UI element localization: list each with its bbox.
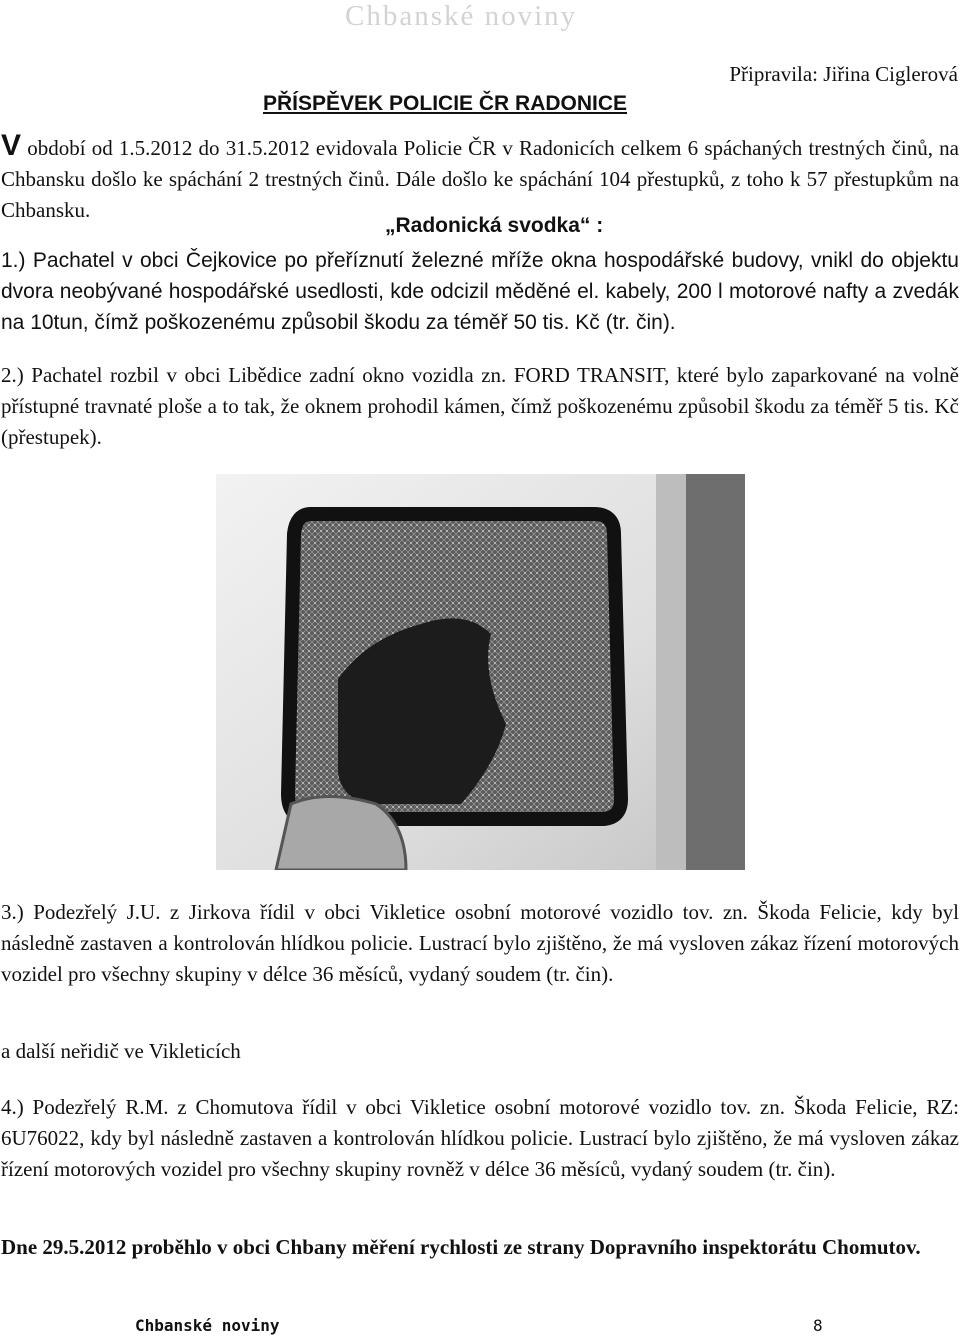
page-number: 8 [813,1316,823,1335]
masthead: Chbanské noviny [345,0,578,32]
drop-cap: V [1,129,22,162]
item-1: 1.) Pachatel v obci Čejkovice po přeříznutí železné mříže okna hospodářské budovy, vnikl do objektu dvora neobývané hospodářské usedlosti, kde odcizil měděné el. kabely, 200 l motorové nafty a zvedák na 10tun, čímž poškozenému způsobil škodu za téměř 50 tis. Kč (tr. čin). [1,249,959,334]
intro-paragraph [1,130,959,226]
article-headline: PŘÍSPĚVEK POLICIE ČR RADONICE [263,92,628,115]
broken-window-photo [216,474,745,870]
footer-title: Chbanské noviny [135,1316,280,1335]
closing-notice: Dne 29.5.2012 proběhlo v obci Chbany měření rychlosti ze strany Dopravního inspektorátu Chomutov. [1,1235,921,1259]
another-driver-note: a další neřidič ve Vikleticích [1,1039,241,1063]
item-4: 4.) Podezřelý R.M. z Chomutova řídil v obci Vikletice osobní motorové vozidlo tov. zn. Škoda Felicie, RZ: 6U76022, kdy byl následně zastaven a kontrolován hlídkou policie. Lustrací bylo zjištěno, že má vysloven zákaz řízení motorových vozidel pro všechny skupiny rovněž v délce 36 měsíců, vydaný soudem (tr. čin). [1,1095,959,1181]
item-3: 3.) Podezřelý J.U. z Jirkova řídil v obci Vikletice osobní motorové vozidlo tov. zn. Škoda Felicie, kdy byl následně zastaven a kontrolován hlídkou policie. Lustrací bylo zjištěno, že má vysloven zákaz řízení motorových vozidel pro všechny skupiny v délce 36 měsíců, vydaný soudem (tr. čin). [1,900,959,986]
intro-text: období od 1.5.2012 do 31.5.2012 evidovala Policie ČR v Radonicích celkem 6 spáchaných trestných činů, na Chbansku došlo ke spáchání 2 trestných činů. Dále došlo ke spáchání 104 přestupků, z toho k 57 přestupkům na Chbansku. [1,136,959,222]
section-title: „Radonická svodka“ : [385,214,604,237]
author-line: Připravila: Jiřina Ciglerová [729,62,958,86]
item-2: 2.) Pachatel rozbil v obci Libědice zadní okno vozidla zn. FORD TRANSIT, které bylo zaparkované na volně přístupné travnaté ploše a to tak, že oknem prohodil kámen, čímž poškozenému způsobil škodu za téměř 5 tis. Kč (přestupek). [1,363,959,449]
